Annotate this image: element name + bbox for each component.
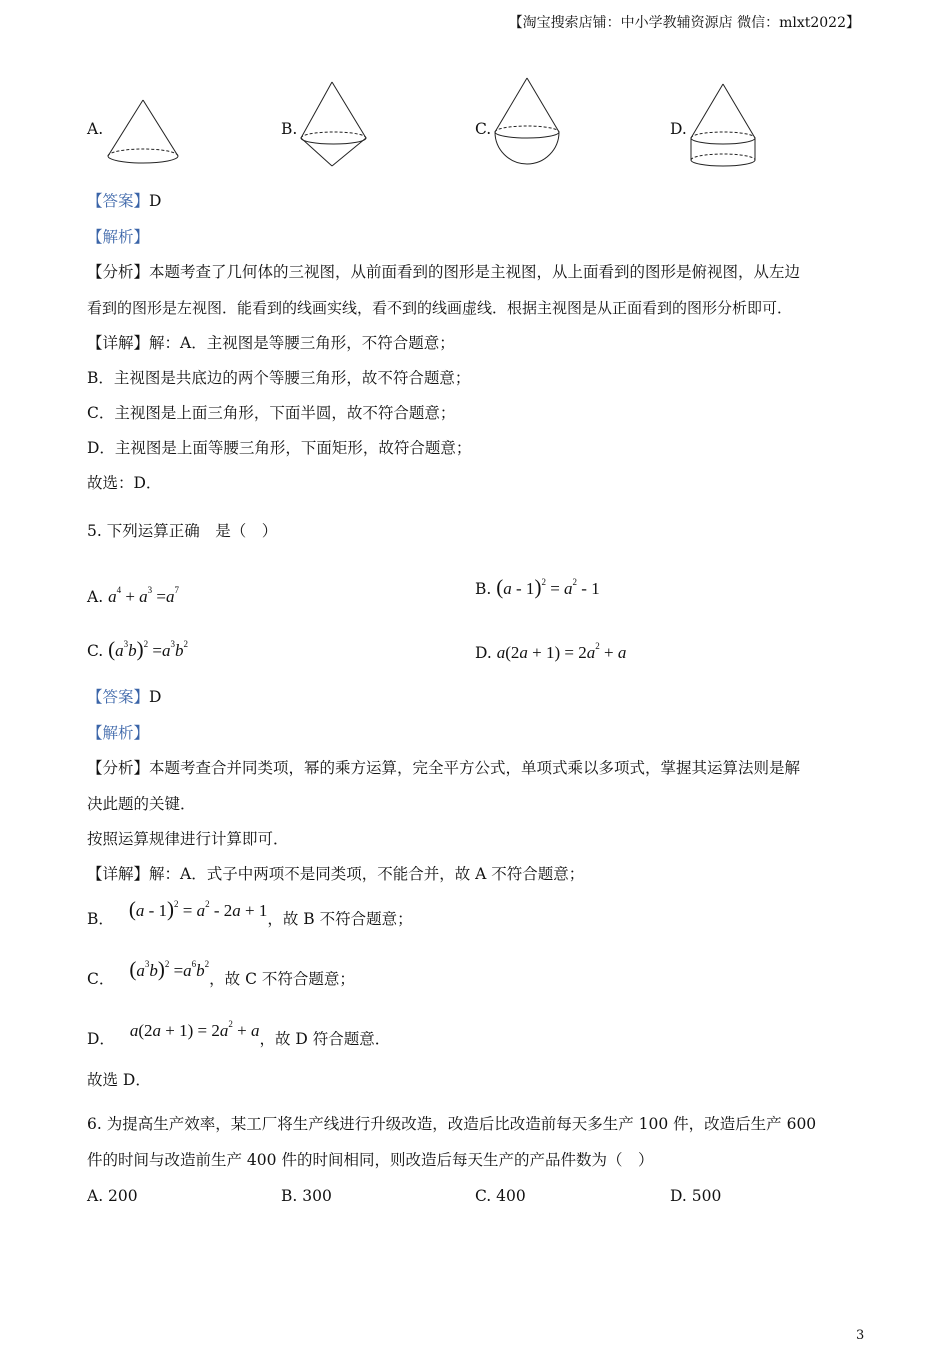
q4-option-a-label: A.	[87, 120, 104, 138]
cone-icon	[104, 96, 184, 168]
option-label: D.	[475, 644, 492, 662]
q5-analysis-tag: 【解析】	[87, 724, 150, 742]
formula: $(a^3b)^2 =a^6b^2$	[129, 957, 210, 981]
detail-tail: ，故 D 符合题意．	[259, 1030, 391, 1048]
formula: $a^4 + a^3 =a^7$	[108, 585, 179, 606]
formula: $a(2a + 1) = 2a^2 + a$	[129, 1019, 260, 1040]
fenxi-tag: 【分析】	[87, 263, 150, 281]
formula: $(a - 1)^2 = a^2 - 1$	[496, 575, 600, 599]
detail-label: B．	[87, 910, 114, 928]
q5-option-a	[87, 580, 179, 607]
option-label: B.	[475, 580, 492, 598]
detail-tag: 【详解】	[87, 334, 150, 352]
option-label: C.	[87, 642, 104, 660]
answer-tag: 【答案】	[87, 688, 150, 706]
q5-answer	[87, 687, 161, 707]
formula: $(a^3b)^2 =a^3b^2$	[108, 637, 189, 661]
q4-detail-c: C．主视图是上面三角形，下面半圆，故不符合题意；	[87, 404, 456, 422]
q4-analysis-tag: 【解析】	[87, 228, 150, 246]
q6-option-d: D. 500	[670, 1187, 722, 1205]
q4-detail-a	[87, 333, 455, 353]
page-header: 【淘宝搜索店铺：中小学教辅资源店 微信：mlxt2022】	[508, 15, 860, 31]
q6-option-c: C. 400	[475, 1187, 526, 1205]
answer-tag: 【答案】	[87, 192, 150, 210]
q5-fenxi-line3: 按照运算规律进行计算即可．	[87, 830, 289, 848]
q4-fenxi-line2: 看到的图形是左视图．能看到的线画实线，看不到的线画虚线．根据主视图是从正面看到的图形分析即可．	[87, 299, 793, 317]
q4-conclusion: 故选：D．	[87, 474, 162, 492]
formula: $a(2a + 1) = 2a^2 + a$	[496, 641, 627, 662]
double-cone-icon	[298, 80, 370, 170]
page-number: 3	[856, 1328, 865, 1343]
q6-option-a: A. 200	[87, 1187, 138, 1205]
q4-fenxi-line1	[87, 262, 800, 282]
q5-detail-b	[87, 897, 413, 929]
detail-tag: 【详解】	[87, 865, 150, 883]
q5-fenxi-line1	[87, 758, 800, 778]
q4-answer	[87, 191, 161, 211]
cone-on-hemisphere-icon	[492, 76, 564, 170]
q6-option-b: B. 300	[281, 1187, 332, 1205]
q6-stem-line2: 件的时间与改造前生产 400 件的时间相同，则改造后每天生产的产品件数为（ ）	[87, 1151, 654, 1169]
detail-text: 解：A．式子中两项不是同类项，不能合并，故 A 不符合题意；	[149, 865, 585, 883]
formula: $(a - 1)^2 = a^2 - 2a + 1$	[128, 897, 268, 921]
q4-detail-d: D．主视图是上面等腰三角形，下面矩形，故符合题意；	[87, 439, 472, 457]
detail-label: C．	[87, 970, 115, 988]
cone-on-cylinder-icon	[688, 82, 760, 168]
q5-option-d	[475, 636, 626, 663]
q4-option-c-label: C.	[475, 120, 492, 138]
fenxi-text: 本题考查合并同类项，幂的乘方运算，完全平方公式，单项式乘以多项式，掌握其运算法则是解	[149, 759, 801, 777]
q5-detail-c	[87, 957, 355, 989]
fenxi-tag: 【分析】	[87, 759, 150, 777]
q4-detail-b: B．主视图是共底边的两个等腰三角形，故不符合题意；	[87, 369, 471, 387]
q4-option-d-label: D.	[670, 120, 687, 138]
option-label: A.	[87, 588, 104, 606]
q5-detail-a	[87, 864, 584, 884]
detail-label: D．	[87, 1030, 115, 1048]
q4-option-b-label: B.	[281, 120, 298, 138]
q5-conclusion: 故选 D．	[87, 1071, 151, 1089]
detail-tail: ，故 C 不符合题意；	[209, 970, 355, 988]
detail-text: 解：A．主视图是等腰三角形，不符合题意；	[149, 334, 455, 352]
fenxi-text: 本题考查了几何体的三视图，从前面看到的图形是主视图，从上面看到的图形是俯视图，从左边	[149, 263, 801, 281]
q5-detail-d	[87, 1019, 391, 1049]
q5-option-b	[475, 572, 600, 599]
answer-value: D	[149, 192, 162, 210]
answer-value: D	[149, 688, 162, 706]
q5-fenxi-line2: 决此题的关键．	[87, 795, 196, 813]
q6-stem-line1: 6. 为提高生产效率，某工厂将生产线进行升级改造，改造后比改造前每天多生产 100 件，改造后生产 600	[87, 1115, 817, 1133]
q5-stem: 5. 下列运算正确 是（ ）	[87, 522, 278, 540]
detail-tail: ，故 B 不符合题意；	[267, 910, 413, 928]
q5-option-c	[87, 634, 188, 661]
